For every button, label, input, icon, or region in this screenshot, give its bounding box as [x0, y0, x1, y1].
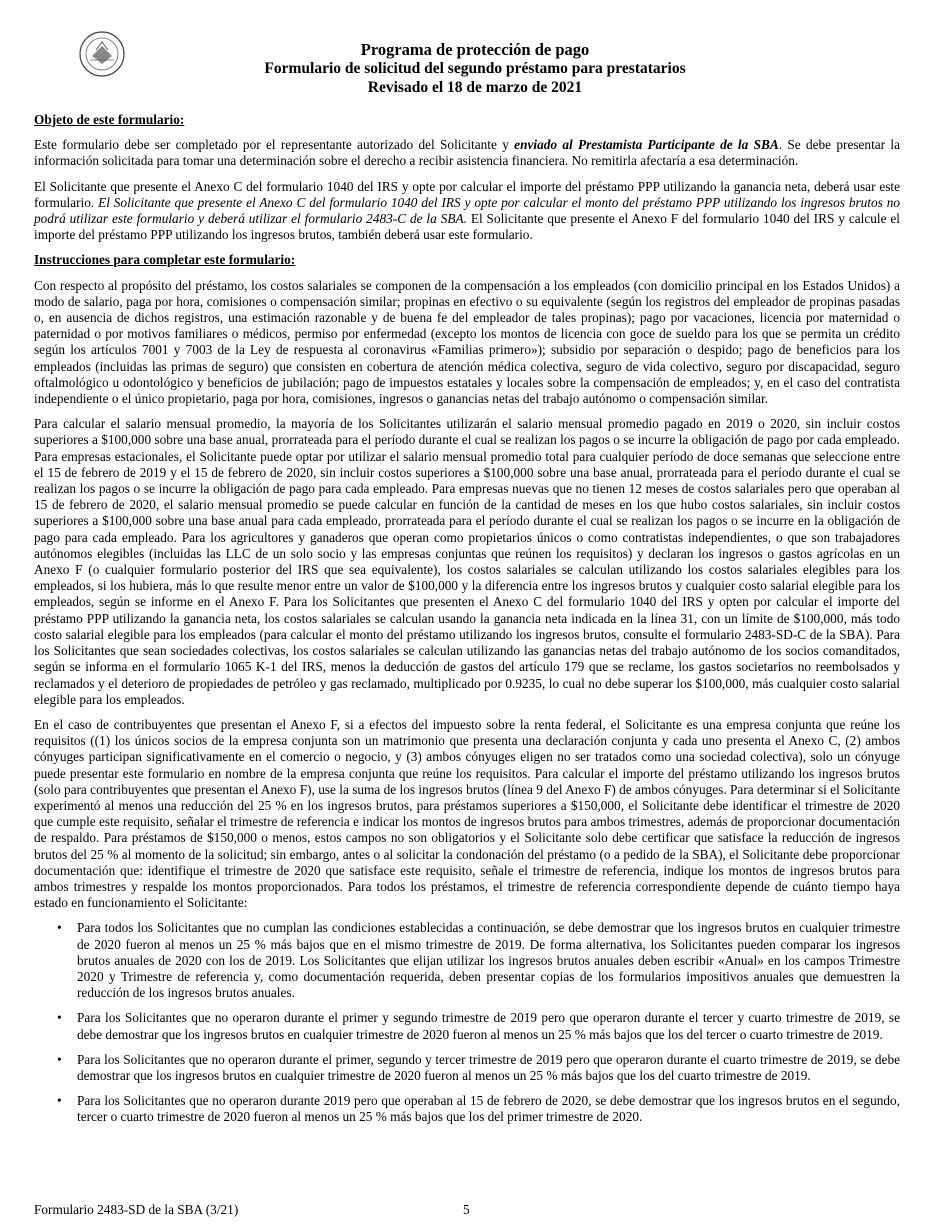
page-number: 5: [463, 1202, 470, 1217]
list-item: • Para los Solicitantes que no operaron durante 2019 pero que operaban al 15 de febrero de 2020, se debe demostrar que los ingresos brutos en el segundo, tercer o cuarto trimestre de 2020 fueron al menos un 25 % más bajos que los del primer trimestre de 2020.: [77, 1093, 900, 1125]
purpose-paragraph-2: El Solicitante que presente el Anexo C del formulario 1040 del IRS y opte por calcular el importe del préstamo PPP utilizando la ganancia neta, deberá usar este formulario. El Solicitante que presente el Anexo C del formulario 1040 del IRS y opte por calcular el monto del préstamo PPP utilizando los ingresos brutos no podrá utilizar este formulario y deberá utilizar el formulario 2483-C de la SBA. El Solicitante que presente el Anexo F del formulario 1040 del IRS y calcule el importe del préstamo PPP utilizando los ingresos brutos, también deberá usar este formulario.: [34, 178, 900, 243]
instructions-paragraph-1: Con respecto al propósito del préstamo, los costos salariales se componen de la compensación a los empleados (con domicilio principal en los Estados Unidos) a modo de salario, paga por hora, comisiones o compensación similar; propinas en efectivo o su equivalente (según los registros del empleador de propinas pasadas o, en ausencia de dichos registros, una estimación razonable y de buena fe del empleador de tales propinas); pago por vacaciones, licencia por maternidad o paternidad o por motivos familiares o médicos, permiso por enfermedad (excepto los montos de licencia con goce de sueldo para los que se permita un crédito según los artículos 7001 y 7003 de la Ley de respuesta al coronavirus «Familias primero»); subsidio por separación o despido; pago de beneficios para los empleados (incluidas las primas de seguro) que consisten en cobertura de atención médica colectiva, seguro de vida colectivo, seguro por discapacidad, seguro oftalmológico u odontológico y beneficios de jubilación; pago de impuestos estatales y locales sobre la compensación de empleados; y, en el caso del contratista independiente o el único propietario, paga por hora, comisiones, ingresos o ganancias netas del trabajo autónomo o compensación similar.: [34, 277, 900, 407]
page-subtitle: Formulario de solicitud del segundo préstamo para prestatarios: [264, 60, 686, 77]
footer-form-id: Formulario 2483-SD de la SBA (3/21): [34, 1202, 239, 1217]
document-header: [0, 40, 950, 97]
purpose-heading: Objeto de este formulario:: [34, 112, 185, 127]
page-title: Programa de protección de pago: [360, 40, 590, 59]
list-item: • Para los Solicitantes que no operaron durante el primer y segundo trimestre de 2019 pero que operaron durante el tercer y cuarto trimestre de 2019, se debe demostrar que los ingresos brutos en cualquier trimestre de 2020 fueron al menos un 25 % más bajos que los del tercer o cuarto trimestre de 2019.: [77, 1010, 900, 1042]
reference-quarter-list: [34, 920, 900, 1125]
instructions-paragraph-3: En el caso de contribuyentes que presentan el Anexo F, si a efectos del impuesto sobre la renta federal, el Solicitante es una empresa conjunta que reúne los requisitos ((1) los únicos socios de la empresa conjunta son un matrimonio que presenta una declaración conjunta y cada uno presenta el Anexo C, (2) ambos cónyuges participan significativamente en el comercio o negocio, y (3) ambos cónyuges eligen no ser tratados como una sociedad colectiva), solo un cónyuge puede presentar este formulario en nombre de la empresa conjunta que reúne los requisitos. Para calcular el importe del préstamo utilizando los ingresos brutos (solo para contribuyentes que presentan el Anexo F), use la suma de los ingresos brutos (línea 9 del Anexo F) de ambos cónyuges. Para determinar si el Solicitante experimentó al menos una reducción del 25 % en los ingresos brutos, para préstamos superiores a $150,000, el Solicitante debe identificar el trimestre de 2020 que cumple este requisito, señalar el trimestre de referencia e indicar los montos de ingresos brutos para ambos trimestres, además de proporcionar documentación de respaldo. Para préstamos de $150,000 o menos, estos campos no son obligatorios y el Solicitante solo debe certificar que satisface la reducción de ingresos brutos del 25 % al momento de la solicitud; sin embargo, antes o al solicitar la condonación del préstamo (o a pedido de la SBA), el Solicitante debe proporcionar documentación que: identifique el trimestre de 2020 que satisface este requisito, señale el trimestre de referencia, indique los montos de ingresos brutos para ambos trimestres y respalde los montos proporcionados. Para todos los préstamos, el trimestre de referencia correspondiente depende de cuánto tiempo haya estado en funcionamiento el Solicitante:: [34, 716, 900, 911]
instructions-paragraph-2: Para calcular el salario mensual promedio, la mayoría de los Solicitantes utilizarán el salario mensual promedio pagado en 2019 o 2020, sin incluir costos superiores a $100,000 sobre una base anual, prorrateada para el período durante el cual se realizan los pagos o se incurre la obligación de pago por cada empleado. Para empresas estacionales, el Solicitante puede optar por utilizar el salario mensual promedio total para cualquier período de doce semanas que seleccione entre el 15 de febrero de 2019 y el 15 de febrero de 2020, sin incluir costos superiores a $100,000 sobre una base anual, prorrateada para el período durante el cual se realizan los pagos o se incurre la obligación de pago para cada empleado. Para empresas nuevas que no tienen 12 meses de costos salariales pero que operaban al 15 de febrero de 2020, el salario mensual promedio se puede calcular en función de la cantidad de meses en los que hubo costos salariales, sin incluir costos superiores a $100,000 sobre una base anual para cada empleado, prorrateada para el período durante el cual se realizan los pagos o se incurre en la obligación de pago para cada empleado. Para los agricultores y ganaderos que operan como propietarios únicos o como contratistas independientes, o que son trabajadores autónomos elegibles (incluidas las LLC de un solo socio y las empresas conjuntas que reúnen los requisitos) y declaran los ingresos o gastos agrícolas en un Anexo F (o cualquier formulario posterior del IRS que sea equivalente), los costos salariales se calculan utilizando los costos salariales elegibles para los empleados, si los hubiera, más lo que resulte menor entre un valor de $100,000 y la diferencia entre los ingresos brutos y cualquier costo salarial elegible para los empleados, según se informe en el Anexo F. Para los Solicitantes que presenten el Anexo C del formulario 1040 del IRS y opten por calcular el importe del préstamo PPP utilizando la ganancia neta, los costos salariales se calculan usando la ganancia neta indicada en la línea 31, con un límite de $100,000, más todo costo salarial elegible para los empleados (para calcular el monto del préstamo utilizando los ingresos brutos, consulte el formulario 2483-SD-C de la SBA). Para los Solicitantes que sean sociedades colectivas, los costos salariales se calculan utilizando las ganancias netas del trabajo autónomo de los socios comanditados, según se informa en el formulario 1065 K-1 del IRS, menos la deducción de gastos del artículo 179 que se reclame, los gastos societarios no reembolsados y reclamados y el deterioro de propiedades de petróleo y gas reclamado, multiplicado por 0.9235, lo cual no debe superar los $100,000, más cualquier costo salarial elegible para los empleados.: [34, 416, 900, 707]
list-item: • Para todos los Solicitantes que no cumplan las condiciones establecidas a continuación, se debe demostrar que los ingresos brutos en cualquier trimestre de 2020 fueron al menos un 25 % más bajos que en el mismo trimestre de 2019. De forma alternativa, los Solicitantes pueden comparar los ingresos brutos anuales de 2020 con los de 2019. Los Solicitantes que elijan utilizar los ingresos brutos anuales deben escribir «Anual» en los campos Trimestre 2020 y Trimestre de referencia y, como documentación requerida, deben presentar copias de los formularios impositivos anuales que demuestren la reducción de los ingresos brutos anuales.: [77, 920, 900, 1001]
revision-date: Revisado el 18 de marzo de 2021: [367, 79, 583, 96]
instructions-heading: Instrucciones para completar este formulario:: [34, 252, 296, 268]
document-body: [34, 112, 900, 1135]
purpose-paragraph-1: Este formulario debe ser completado por el representante autorizado del Solicitante y enviado al Prestamista Participante de la SBA. Se debe presentar la información solicitada para tomar una determinación sobre el derecho a recibir asistencia financiera. No remitirla afectaría a esa determinación.: [34, 137, 900, 169]
list-item: • Para los Solicitantes que no operaron durante el primer, segundo y tercer trimestre de 2019 pero que operaron durante el cuarto trimestre de 2019, se debe demostrar que los ingresos brutos en cualquier trimestre de 2020 fueron al menos un 25 % más bajos que los del cuarto trimestre de 2019.: [77, 1052, 900, 1084]
